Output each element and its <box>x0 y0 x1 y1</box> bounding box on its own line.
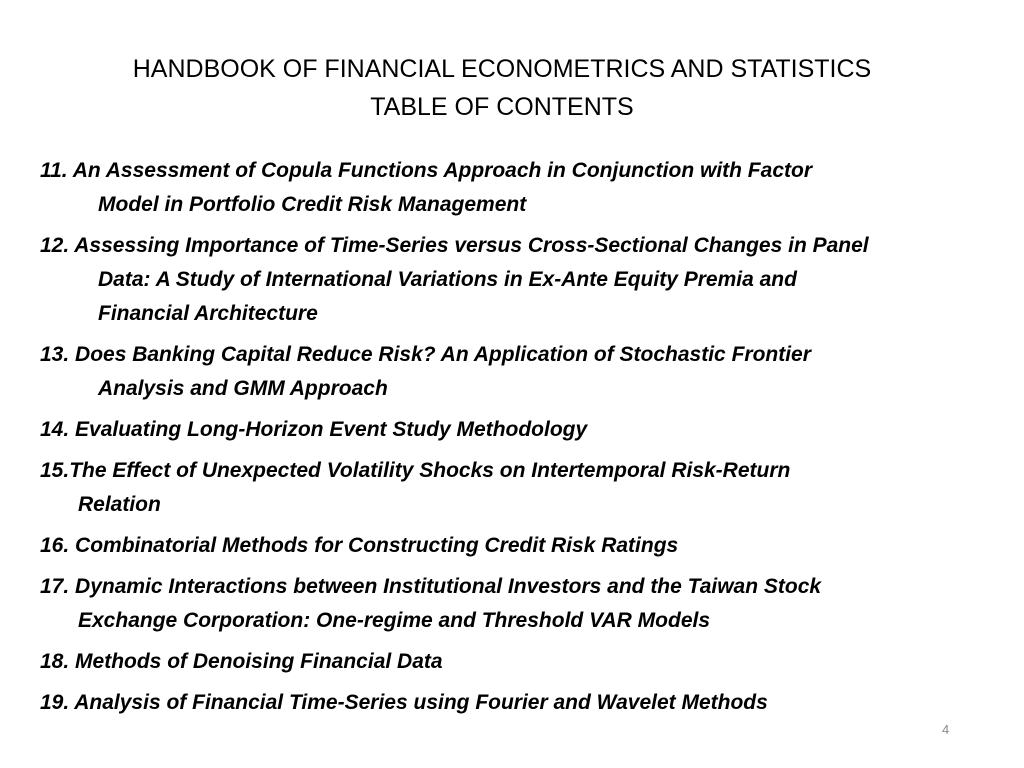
toc-item-16-line-1: 16. Combinatorial Methods for Constructing Credit Risk Ratings <box>40 534 679 557</box>
toc-item-15-line-2: Relation <box>78 493 161 516</box>
toc-item-14-line-1: 14. Evaluating Long-Horizon Event Study Methodology <box>40 418 588 441</box>
toc-item-18-line-1: 18. Methods of Denoising Financial Data <box>40 650 443 673</box>
page-number: 4 <box>942 722 950 737</box>
toc-item-13-line-2: Analysis and GMM Approach <box>98 377 388 400</box>
toc-item-15 <box>40 454 990 522</box>
toc-item-12-line-3: Financial Architecture <box>98 302 318 325</box>
toc-item-13 <box>40 338 990 406</box>
toc-item-17 <box>40 570 990 638</box>
toc-item-15-line-1: 15.The Effect of Unexpected Volatility Shocks on Intertemporal Risk-Return <box>40 459 791 482</box>
toc-item-19-line-1: 19. Analysis of Financial Time-Series using Fourier and Wavelet Methods <box>40 691 768 714</box>
toc-item-13-line-1: 13. Does Banking Capital Reduce Risk? An Application of Stochastic Frontier <box>40 343 811 366</box>
toc-item-11 <box>40 154 990 222</box>
toc-item-14 <box>40 413 990 447</box>
title-line-toc: TABLE OF CONTENTS <box>370 93 634 121</box>
table-of-contents-list <box>40 154 990 727</box>
toc-item-16 <box>40 529 990 563</box>
title-line-handbook: HANDBOOK OF FINANCIAL ECONOMETRICS AND STATISTICS <box>132 55 872 83</box>
toc-item-12-line-1: 12. Assessing Importance of Time-Series versus Cross-Sectional Changes in Panel <box>40 234 869 257</box>
toc-item-19 <box>40 686 990 720</box>
toc-item-12-line-2: Data: A Study of International Variations in Ex-Ante Equity Premia and <box>98 268 797 291</box>
slide-title <box>40 50 964 126</box>
toc-item-11-line-1: 11. An Assessment of Copula Functions Approach in Conjunction with Factor <box>40 159 812 182</box>
toc-item-18 <box>40 645 990 679</box>
toc-item-11-line-2: Model in Portfolio Credit Risk Management <box>98 193 527 216</box>
toc-item-17-line-1: 17. Dynamic Interactions between Institutional Investors and the Taiwan Stock <box>40 575 822 598</box>
toc-item-17-line-2: Exchange Corporation: One-regime and Threshold VAR Models <box>78 609 711 632</box>
toc-item-12 <box>40 229 990 331</box>
